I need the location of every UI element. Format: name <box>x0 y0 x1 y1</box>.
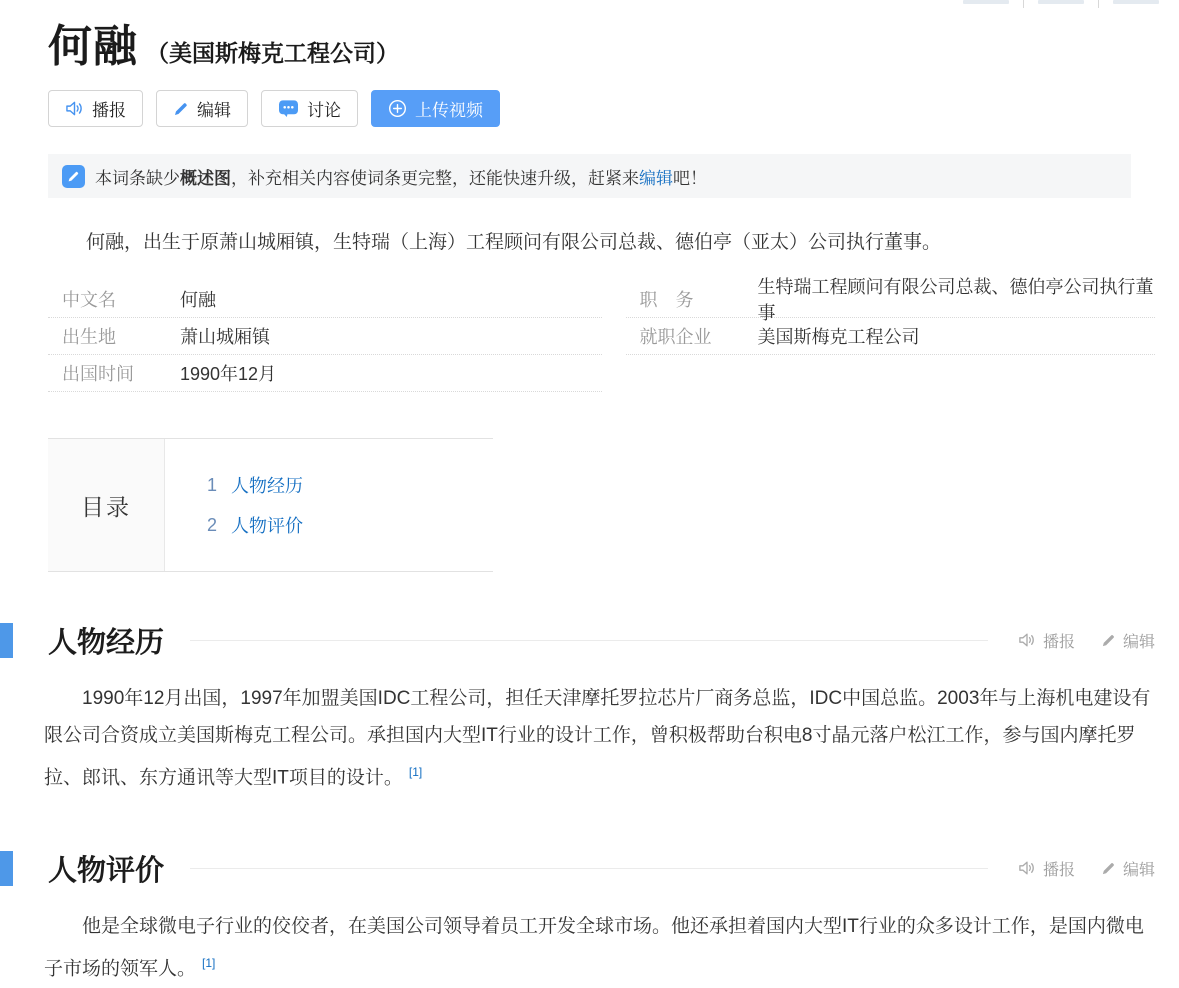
section-divider-line <box>190 868 988 869</box>
toc-item-number: 1 <box>207 474 218 495</box>
section-play-button[interactable] <box>1018 857 1075 880</box>
edit-button-label: 编辑 <box>197 101 231 120</box>
pencil-icon <box>1101 633 1116 648</box>
toc-item-1[interactable] <box>207 465 303 505</box>
info-row-birthplace <box>48 318 602 355</box>
topbar-divider <box>1023 0 1024 8</box>
topbar-fragment <box>1038 0 1084 4</box>
section-title: 人物评价 <box>48 854 165 887</box>
info-value: 生特瑞工程顾问有限公司总裁、德伯亭公司执行董事 <box>757 277 1154 323</box>
topbar-cutoff <box>963 0 1159 8</box>
paragraph-text: 1990年12月出国，1997年加盟美国IDC工程公司，担任天津摩托罗拉芯片厂商务总监，IDC中国总监。2003年与上海机电建设有限公司合资成立美国斯梅克工程公司。承担国内大型IT行业的设计工作，曾积极帮助台积电8寸晶元落户松江工作，参与国内摩托罗拉、郎讯、东方通讯等大型IT项目的设计。 <box>44 688 1151 789</box>
toc-item-number: 2 <box>207 514 218 535</box>
section-edit-button[interactable] <box>1101 857 1155 880</box>
reference-link[interactable]: [1] <box>202 956 216 971</box>
pencil-icon <box>1101 861 1116 876</box>
info-row-departure-date <box>48 355 602 392</box>
upload-video-label: 上传视频 <box>415 101 483 120</box>
play-button-label: 播报 <box>92 101 126 120</box>
speaker-icon <box>1018 632 1036 648</box>
topbar-divider <box>1098 0 1099 8</box>
section-play-label: 播报 <box>1042 633 1075 651</box>
info-label: 职 务 <box>639 290 694 310</box>
section-title: 人物经历 <box>48 626 165 659</box>
section-accent-bar <box>0 851 13 886</box>
upload-video-button[interactable] <box>371 90 500 127</box>
paragraph-text: 他是全球微电子行业的佼佼者，在美国公司领导着员工开发全球市场。他还承担着国内大型IT行业的众多设计工作，是国内微电子市场的领军人。 <box>44 916 1144 980</box>
section-accent-bar <box>0 623 13 658</box>
pencil-icon <box>173 101 189 117</box>
infobox-right-column <box>602 277 1156 392</box>
toolbar <box>48 90 1131 127</box>
plus-circle-icon <box>388 99 407 118</box>
info-value: 1990年12月 <box>180 364 277 384</box>
info-label: 中文名 <box>62 290 116 310</box>
info-value: 萧山城厢镇 <box>180 327 270 347</box>
infobox <box>48 277 1155 392</box>
notice-text <box>95 164 707 189</box>
info-label: 就职企业 <box>639 327 712 347</box>
toc-list <box>165 439 303 571</box>
info-label: 出生地 <box>62 327 116 347</box>
notice-banner <box>48 154 1131 198</box>
toc-item-link[interactable]: 人物经历 <box>231 476 304 496</box>
toc-item-2[interactable] <box>207 505 303 545</box>
notice-middle: ，补充相关内容使词条更完整，还能快速升级，赶紧来 <box>231 168 639 188</box>
info-row-position <box>626 277 1156 323</box>
section-evaluation <box>0 848 1179 987</box>
info-value: 美国斯梅克工程公司 <box>757 327 920 347</box>
reference-link[interactable]: [1] <box>408 765 423 779</box>
section-header <box>0 848 1179 888</box>
topbar-fragment <box>963 0 1009 4</box>
info-value: 何融 <box>180 290 216 310</box>
section-edit-label: 编辑 <box>1122 861 1155 879</box>
section-career <box>0 620 1179 796</box>
summary-paragraph: 何融，出生于原萧山城厢镇，生特瑞（上海）工程顾问有限公司总裁、德伯亭（亚太）公司执行董事。 <box>86 232 942 253</box>
section-paragraph <box>44 908 1155 987</box>
topbar-fragment <box>1113 0 1159 4</box>
notice-suffix: 吧！ <box>673 168 707 188</box>
pencil-badge-icon <box>62 165 85 188</box>
title-row <box>48 10 1131 74</box>
page-title: 何融 <box>48 22 138 71</box>
info-label: 出国时间 <box>62 364 134 384</box>
section-header <box>0 620 1179 660</box>
toc-item-link[interactable]: 人物评价 <box>231 516 304 536</box>
toc-title: 目录 <box>48 439 165 571</box>
page-subtitle: （美国斯梅克工程公司） <box>146 40 399 66</box>
play-button[interactable] <box>48 90 143 127</box>
chat-icon <box>278 99 299 118</box>
edit-button[interactable] <box>156 90 248 127</box>
notice-bold-term: 概述图 <box>180 168 231 188</box>
section-divider-line <box>190 640 988 641</box>
section-play-label: 播报 <box>1042 861 1075 879</box>
notice-prefix: 本词条缺少 <box>95 168 180 188</box>
speaker-icon <box>1018 860 1036 876</box>
section-play-button[interactable] <box>1018 629 1075 652</box>
discuss-button[interactable] <box>261 90 358 127</box>
section-edit-button[interactable] <box>1101 629 1155 652</box>
table-of-contents <box>48 438 493 572</box>
section-paragraph <box>44 680 1155 796</box>
infobox-left-column <box>48 281 602 392</box>
notice-edit-link[interactable]: 编辑 <box>639 168 673 188</box>
section-edit-label: 编辑 <box>1122 633 1155 651</box>
speaker-icon <box>65 100 84 117</box>
discuss-button-label: 讨论 <box>307 101 341 120</box>
info-row-chinese-name <box>48 281 602 318</box>
